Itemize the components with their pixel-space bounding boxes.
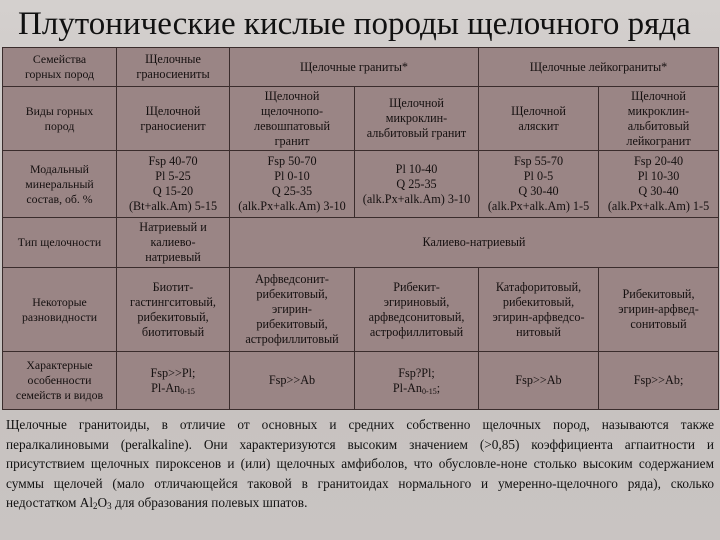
description-paragraph [6, 415, 714, 513]
table-row-modal [3, 151, 719, 218]
variety-cell-4: Катафоритовый, рибекитовый, эгирин-арфведсо- нитовый [479, 268, 599, 352]
family-leucogranites: Щелочные лейкограниты* [479, 48, 719, 87]
table-row-families [3, 48, 719, 87]
feature-3-sub: 0-15 [422, 386, 437, 396]
variety-cell-5: Рибекитовый, эгирин-арфвед- сонитовый [599, 268, 719, 352]
feature-3-line1: Fsp?Pl; [398, 365, 435, 380]
table-row-features [3, 352, 719, 410]
row-header-varieties: Некоторые разновидности [3, 268, 117, 352]
feature-3-main: Pl-An [392, 380, 423, 395]
table-row-alkalinity [3, 218, 719, 268]
paragraph-part3: для образования полевых шпатов. [111, 495, 308, 511]
paragraph-part2: O [97, 495, 108, 511]
alkalinity-cell-rest: Калиево-натриевый [230, 218, 719, 268]
feature-cell-2: Fsp>>Ab [230, 352, 355, 410]
paragraph-sub1: 2 [93, 501, 98, 512]
family-granites: Щелочные граниты* [230, 48, 479, 87]
type-cell-3: Щелочной микроклин- альбитовый гранит [355, 87, 479, 151]
feature-cell-5: Fsp>>Ab; [599, 352, 719, 410]
modal-cell-1: Fsp 40-70 Pl 5-25 Q 15-20 (Bt+alk.Am) 5-15 [117, 151, 230, 218]
feature-1-main: Pl-An [151, 380, 181, 395]
type-cell-5: Щелочной микроклин- альбитовый лейкогранит [599, 87, 719, 151]
modal-cell-3: Pl 10-40 Q 25-35 (alk.Px+alk.Am) 3-10 [355, 151, 479, 218]
variety-cell-1: Биотит- гастингситовый, рибекитовый, биотитовый [117, 268, 230, 352]
table-row-varieties [3, 268, 719, 352]
feature-1-sub: 0-15 [180, 386, 195, 396]
type-cell-4: Щелочной аляскит [479, 87, 599, 151]
modal-cell-5: Fsp 20-40 Pl 10-30 Q 30-40 (alk.Px+alk.Am) 1-5 [599, 151, 719, 218]
feature-cell-4: Fsp>>Ab [479, 352, 599, 410]
variety-cell-2: Арфведсонит- рибекитовый, эгирин- рибекитовый, астрофиллитовый [230, 268, 355, 352]
feature-3-tail: ; [436, 380, 441, 395]
feature-1-line1: Fsp>>Pl; [150, 365, 196, 380]
family-syenites: Щелочные граносиениты [117, 48, 230, 87]
type-cell-2: Щелочной щелочнопо- левошпатовый гранит [230, 87, 355, 151]
feature-cell-1 [117, 352, 230, 410]
page-title: Плутонические кислые породы щелочного ряда [18, 6, 691, 42]
type-cell-1: Щелочной граносиенит [117, 87, 230, 151]
row-header-modal: Модальный минеральный состав, об. % [3, 151, 117, 218]
alkalinity-cell-1: Натриевый и калиево- натриевый [117, 218, 230, 268]
row-header-types: Виды горных пород [3, 87, 117, 151]
modal-cell-2: Fsp 50-70 Pl 0-10 Q 25-35 (alk.Px+alk.Am) 3-10 [230, 151, 355, 218]
row-header-alkalinity: Тип щелочности [3, 218, 117, 268]
paragraph-part1: Щелочные гранитоиды, в отличие от основных и средних собственно щелочных пород, называются также пералкалиновыми (peralkaline). Они характеризуются высоким значением (>0,85) коэффициента агпаитности и присутствием щелочных пироксенов и (или) щелочных амфиболов, что обусловле-ноне столько высоким содержанием суммы щелочей (мало отличающейся таковой в гранитоидах нормального и умеренно-щелочного ряда), сколько недостатком Al [6, 417, 714, 511]
variety-cell-3: Рибекит- эгириновый, арфведсонитовый, астрофиллитовый [355, 268, 479, 352]
paragraph-sub2: 3 [107, 501, 112, 512]
rock-classification-table [2, 47, 719, 410]
table-row-types [3, 87, 719, 151]
row-header-features: Характерные особенности семейств и видов [3, 352, 117, 410]
row-header-families: Семейства горных пород [3, 48, 117, 87]
modal-cell-4: Fsp 55-70 Pl 0-5 Q 30-40 (alk.Px+alk.Am) 1-5 [479, 151, 599, 218]
feature-cell-3 [355, 352, 479, 410]
